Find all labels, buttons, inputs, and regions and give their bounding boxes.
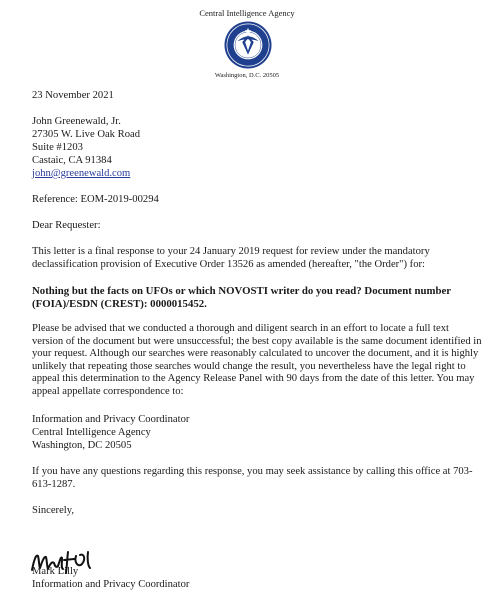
cia-seal-icon [224, 21, 272, 69]
signer-title: Information and Privacy Coordinator [32, 579, 190, 590]
recipient-suite: Suite #1203 [32, 142, 83, 153]
letter-date: 23 November 2021 [32, 90, 114, 101]
signer-name: Mark Lilly [32, 566, 79, 577]
recipient-city: Castaic, CA 91384 [32, 155, 112, 166]
request-subject: Nothing but the facts on UFOs or which NOVOSTI writer do you read? Document number (FOIA)/ESDN (CREST): 0000015452. [32, 285, 451, 310]
agency-header: Central Intelligence Agency [199, 8, 295, 18]
recipient-email-link[interactable]: john@greenewald.com [32, 168, 131, 179]
salutation: Dear Requester: [32, 220, 101, 231]
closing: Sincerely, [32, 505, 74, 516]
appeal-address-line3: Washington, DC 20505 [32, 440, 132, 451]
questions-paragraph: If you have any questions regarding this response, you may seek assistance by calling this office at 703-613-1287. [32, 466, 473, 490]
agency-location: Washington, D.C. 20505 [214, 72, 280, 79]
appeal-address-line2: Central Intelligence Agency [32, 427, 151, 438]
recipient-street: 27305 W. Live Oak Road [32, 129, 140, 140]
search-result-paragraph: Please be advised that we conducted a thorough and diligent search in an effort to locate a full text version of the document but were unsuccessful; the best copy available is the same document identified in your request. Although our searches were reasonably calculated to uncover the document, and it is highly unlikely that repeating those searches would change the result, you nevertheless have the legal right to appeal this determination to the Agency Release Panel with 90 days from the date of this letter. You may appeal appellate correspondence to: [32, 323, 482, 397]
appeal-address-line1: Information and Privacy Coordinator [32, 414, 190, 425]
intro-paragraph: This letter is a final response to your 24 January 2019 request for review under the mandatory declassification provision of Executive Order 13526 as amended (hereafter, "the Order") for: [32, 246, 430, 270]
reference-number: Reference: EOM-2019-00294 [32, 194, 159, 205]
recipient-name: John Greenewald, Jr. [32, 116, 121, 127]
